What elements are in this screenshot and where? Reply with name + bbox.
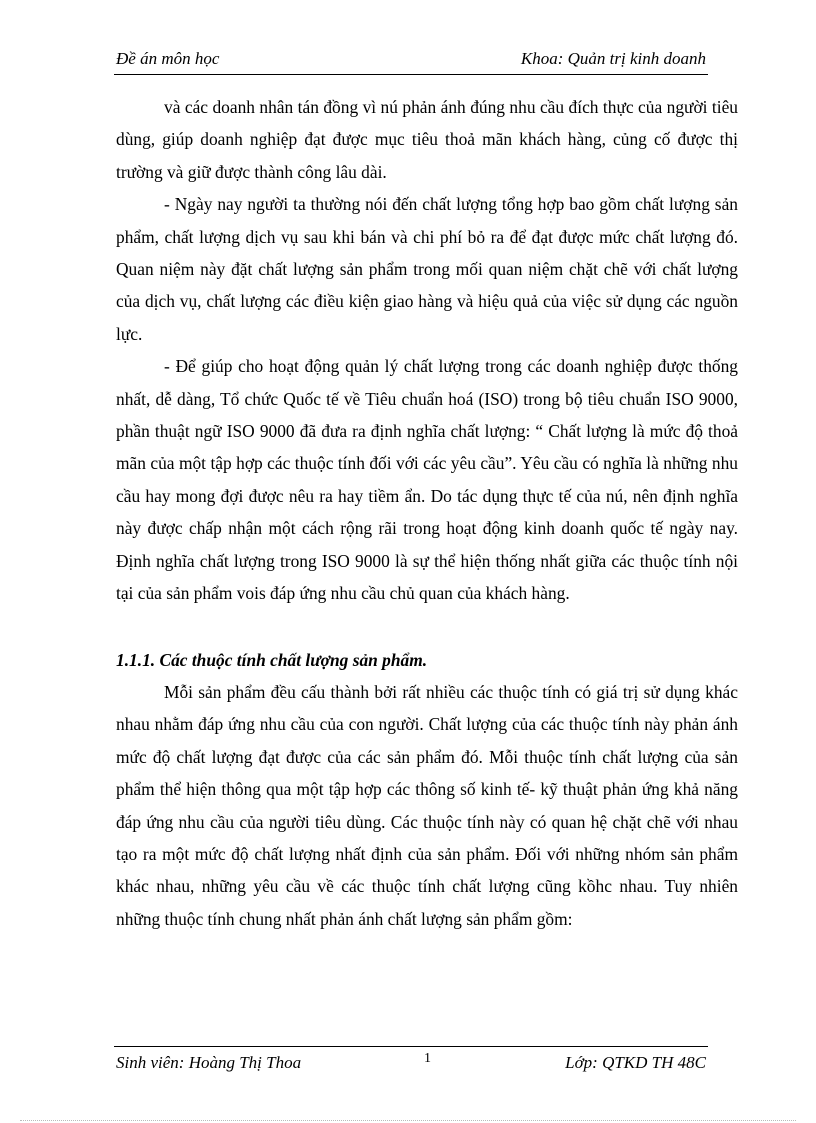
footer-class: Lớp: QTKD TH 48C: [565, 1053, 706, 1072]
document-body: [116, 91, 738, 935]
page-header: [116, 49, 706, 73]
footer-student-name: Sinh viên: Hoàng Thị Thoa: [116, 1053, 302, 1072]
header-divider: [114, 74, 708, 75]
header-faculty: Khoa: Quản trị kinh doanh: [520, 49, 706, 68]
page-footer: [116, 1053, 706, 1077]
paragraph-iso-definition: - Để giúp cho hoạt động quản lý chất lượng trong các doanh nghiệp được thống nhất, dễ dàng, Tổ chức Quốc tế về Tiêu chuẩn hoá (ISO) trong bộ tiêu chuẩn ISO 9000, phần thuật ngữ ISO 9000 đã đưa ra định nghĩa chất lượng: “ Chất lượng là mức độ thoả mãn của một tập hợp các thuộc tính đối với các yêu cầu”. Yêu cầu có nghĩa là những nhu cầu hay mong đợi được nêu ra hay tiềm ẩn. Do tác dụng thực tế của nú, nên định nghĩa này được chấp nhận một cách rộng rãi trong hoạt động kinh doanh quốc tế ngày nay. Định nghĩa chất lượng trong ISO 9000 là sự thể hiện thống nhất giữa các thuộc tính nội tại của sản phẩm vois đáp ứng nhu cầu chủ quan của khách hàng.: [116, 356, 738, 604]
footer-divider: [114, 1046, 708, 1047]
page-boundary-line: [20, 1120, 796, 1121]
paragraph-continuation: và các doanh nhân tán đồng vì nú phản ánh đúng nhu cầu đích thực của người tiêu dùng, giúp doanh nghiệp đạt được mục tiêu thoả mãn khách hàng, củng cố được thị trường và giữ được thành công lâu dài.: [116, 97, 738, 182]
page-number: 1: [424, 1051, 431, 1066]
header-course-title: Đề án môn học: [116, 49, 220, 68]
paragraph-total-quality: - Ngày nay người ta thường nói đến chất lượng tổng hợp bao gồm chất lượng sản phẩm, chất lượng dịch vụ sau khi bán và chi phí bỏ ra để đạt được mức chất lượng đó. Quan niệm này đặt chất lượng sản phẩm trong mối quan niệm chặt chẽ với chất lượng của dịch vụ, chất lượng các điều kiện giao hàng và hiệu quả của việc sử dụng các nguồn lực.: [116, 194, 738, 344]
paragraph-product-attributes: Mỗi sản phẩm đều cấu thành bởi rất nhiều các thuộc tính có giá trị sử dụng khác nhau nhằm đáp ứng nhu cầu của con người. Chất lượng của các thuộc tính này phản ánh mức độ chất lượng đạt được của các sản phẩm đó. Mỗi thuộc tính chất lượng của sản phẩm thể hiện thông qua một tập hợp các thông số kinh tế- kỹ thuật phản ứng khả năng đáp ứng nhu cầu của người tiêu dùng. Các thuộc tính này có quan hệ chặt chẽ với nhau tạo ra một mức độ chất lượng nhất định của sản phẩm. Đối với những nhóm sản phẩm khác nhau, những yêu cầu về các thuộc tính chất lượng cũng kồhc nhau. Tuy nhiên những thuộc tính chung nhất phản ánh chất lượng sản phẩm gồm:: [116, 681, 738, 929]
section-heading: 1.1.1. Các thuộc tính chất lượng sản phẩm.: [116, 649, 428, 670]
